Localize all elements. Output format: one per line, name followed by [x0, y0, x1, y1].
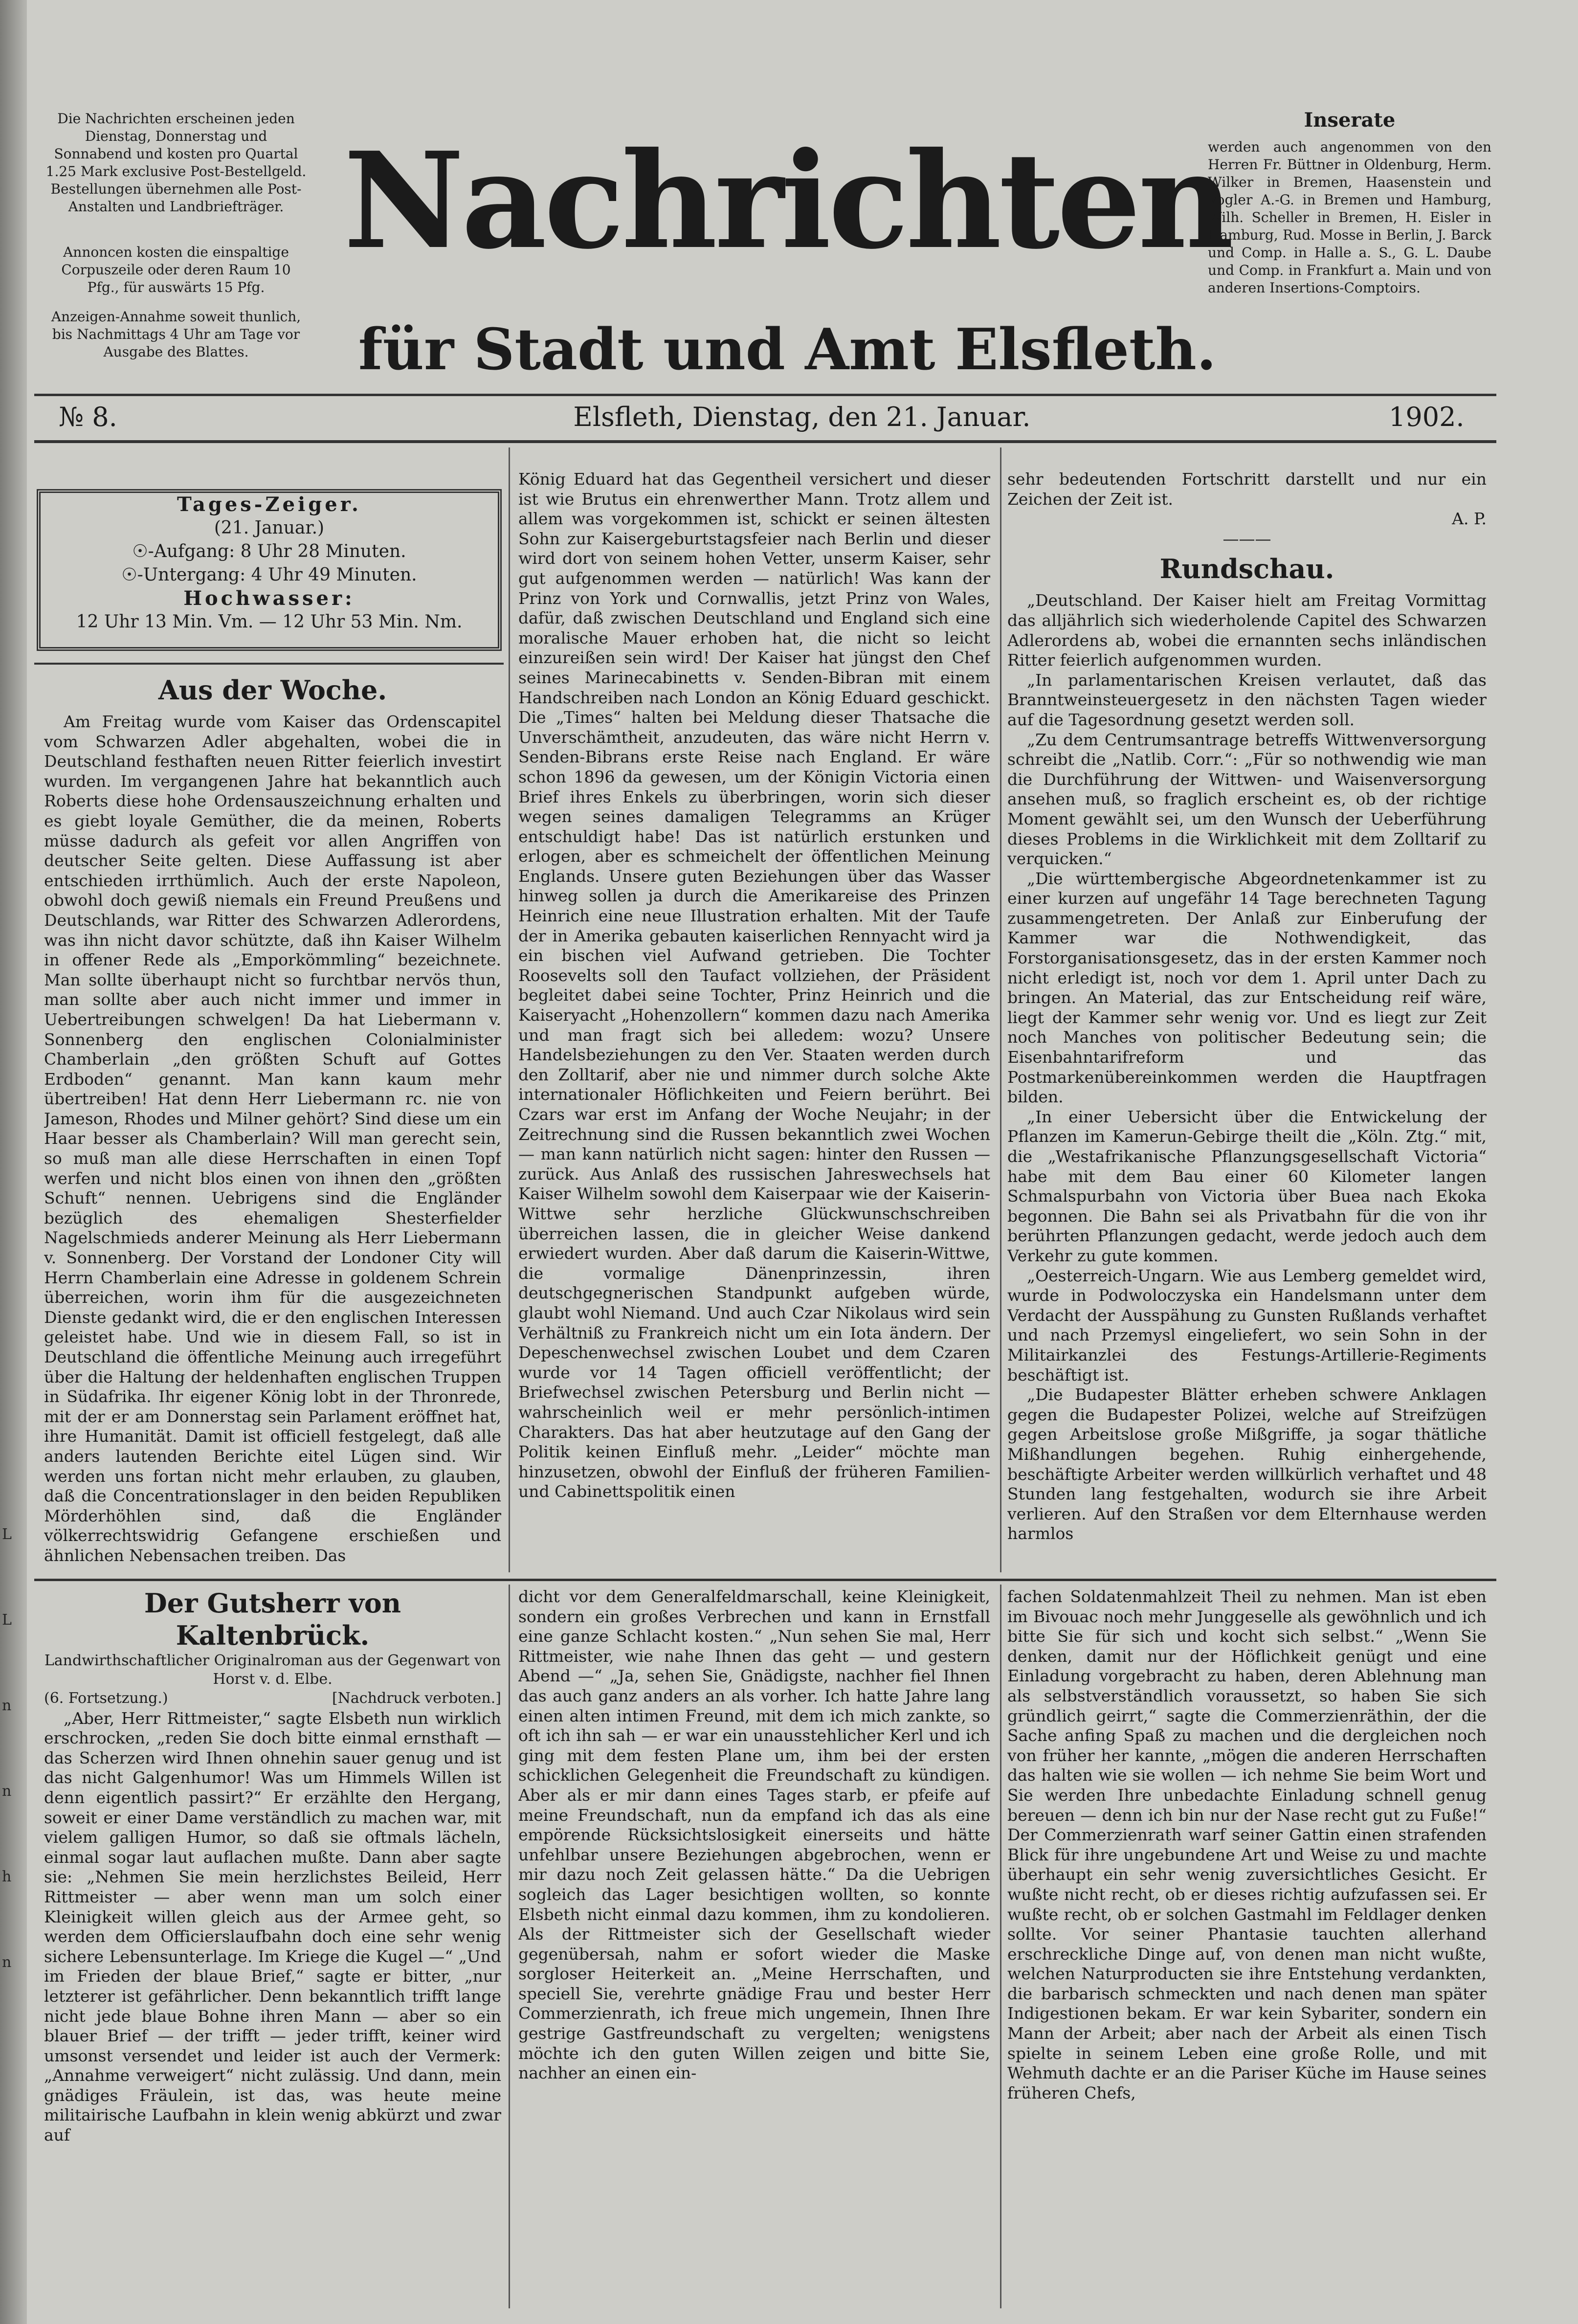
serial-col-1 [44, 1587, 501, 2311]
serial-text-2: dicht vor dem Generalfeldmarschall, keine Kleinigkeit, sondern ein großes Verbrechen und kann in Ernstfall eine ganze Schlacht kosten.“ „Nun sehen Sie mal, Herr Rittmeister, wie nahe Ihnen das geht — und gestern Abend —“ „Ja, sehen Sie, Gnädigste, nachher fiel Ihnen das auch ganz anders an als vorher. Ich hatte Jahre lang einen alten intimen Freund, mit dem ich mich zankte, so oft ich ihn sah — er war ein unausstehlicher Kerl und ich ging mit dem festen Plane um, ihm bei der ersten schicklichen Gelegenheit die Freundschaft zu kündigen. Aber als er mir dann eines Tages starb, er pfeife auf meine Freundschaft, nun da empfand ich das als eine empörende Rücksichtslosigkeit einerseits und hätte unfehlbar unsere Beziehungen abgebrochen, wenn er mir dazu noch Zeit gelassen hätte.“ Da die Uebrigen sogleich das Lager besichtigen wollten, so konnte Elsbeth nicht einmal dazu kommen, ihm zu kondolieren. Als der Rittmeister sich der Gesellschaft wieder gegenübersah, nahm er sofort wieder die Maske sorgloser Heiterkeit an. „Meine Herrschaften, und speciell Sie, verehrte gnädige Frau und bester Herr Commerzienrath, ich freue mich ungemein, Ihnen Ihre gestrige Gastfreundschaft zu vergelten; wenigstens möchte ich den guten Willen zeigen und bitte Sie, nachher an einen ein- [518, 1587, 990, 2083]
col2-text: König Eduard hat das Gegentheil versichert und dieser ist wie Brutus ein ehrenwerther Mann. Trotz allem und allem was vorgekommen ist, schickt er seinen ältesten Sohn zur Kaisergeburtstagsfeier nach Berlin und dieser wird dort von seinem hohen Vetter, unserm Kaiser, sehr gut aufgenommen werden — natürlich! Was kann der Prinz von York und Cornwallis, jetzt Prinz von Wales, dafür, daß zwischen Deutschland und England sich eine moralische Mauer erhoben hat, die nicht so leicht einzureißen sein wird! Der Kaiser hat jüngst den Chef seines Marinecabinetts v. Senden-Bibran mit einem Handschreiben nach London an König Eduard geschickt. Die „Times“ halten bei Meldung dieser Thatsache die Unverschämtheit, anzudeuten, das wäre nicht Herrn v. Senden-Bibrans erste Reise nach England. Er wäre schon 1896 da gewesen, um der Königin Victoria einen Brief ihres Enkels zu überbringen, worin sich dieser wegen seines damaligen Telegramms an Krüger entschuldigt habe! Das ist natürlich erstunken und erlogen, aber es schmeichelt der öffentlichen Meinung Englands. Unsere guten Beziehungen über das Wasser hinweg sollen ja durch die Amerikareise des Prinzen Heinrich eine neue Illustration erhalten. Mit der Taufe der in Amerika gebauten kaiserlichen Rennyacht wird ja ein bischen viel Aufwand getrieben. Die Tochter Roosevelts soll den Taufact vollziehen, der Präsident begleitet dabei seine Tochter, Prinz Heinrich und die Kaiseryacht „Hohenzollern“ kommen dazu nach Amerika und man fragt sich bei alledem: wozu? Unsere Handelsbeziehungen zu den Ver. Staaten werden durch den Zolltarif, aber nie und nimmer durch solche Akte internationaler Höflichkeiten und Feiern berührt. Bei Czars war erst im Anfang der Woche Neujahr; in der Zeitrechnung sind die Russen bekanntlich zwei Wochen — man kann natürlich nicht sagen: hinter den Russen — zurück. Aus Anlaß des russischen Jahreswechsels hat Kaiser Wilhelm sowohl dem Kaiserpaar wie der Kaiserin-Wittwe sehr herzliche Glückwunschschreiben überreichen lassen, die in gleicher Weise dankend erwiedert wurden. Aber daß darum die Kaiserin-Wittwe, die vormalige Dänenprinzessin, ihren deutschgegnerischen Standpunkt aufgeben würde, glaubt wohl Niemand. Und auch Czar Nikolaus wird sein Verhältniß zu Frankreich nicht um ein Iota ändern. Der Depeschenwechsel zwischen Loubet und dem Czaren wurde vor 14 Tagen officiell veröffentlicht; der Briefwechsel zwischen Petersburg und Berlin nicht — wahrscheinlich weil er mehr persönlich-intimen Charakters. Das hat aber heutzutage auf den Gang der Politik keinen Einfluß mehr. „Leider“ möchte man hinzusetzen, obwohl der Einfluß der früheren Familien- und Cabinettspolitik einen [518, 469, 990, 1501]
serial-part: (6. Fortsetzung.) [44, 1690, 168, 1707]
tages-zeiger-date: (21. Januar.) [214, 518, 325, 538]
rundschau-item: „Die Budapester Blätter erheben schwere Anklagen gegen die Budapester Polizei, welche auf Streifzügen gegen Arbeitslose große Mißgriffe, ja sogar thätliche Mißhandlungen begehen. Ruhig einhergehende, beschäftigte Arbeiter werden willkürlich verhaftet und 48 Stunden lang festgehalten, wodurch sie ihre Arbeit verlieren. Auf den Straßen vor dem Elternhause werden harmlos [1007, 1385, 1487, 1543]
ad-price-info [44, 244, 308, 302]
place-date: Elsfleth, Dienstag, den 21. Januar. [573, 402, 1031, 432]
masthead-subtitle: für Stadt und Amt Elsfleth. [358, 316, 1217, 383]
tide-times: 12 Uhr 13 Min. Vm. — 12 Uhr 53 Min. Nm. [76, 612, 463, 632]
inserate-text: werden auch angenommen von den Herren Fr. Büttner in Oldenburg, Herm. Wilker in Bremen, Haasenstein und Vogler A.-G. in Bremen und Hamburg, Wilh. Scheller in Bremen, H. Eisler in Hamburg, Rud. Mosse in Berlin, J. Barck und Comp. in Halle a. S., G. L. Daube und Comp. in Frankfurt a. Main und von anderen Insertions-Comptoirs. [1208, 139, 1491, 296]
serial-subtitle: Landwirthschaftlicher Originalroman aus der Gegenwart von Horst v. d. Elbe. [44, 1652, 501, 1688]
masthead [313, 98, 1262, 308]
rundschau-item: „Deutschland. Der Kaiser hielt am Freitag Vormittag das alljährlich sich wiederholende Capitel des Schwarzen Adlerordens ab, wobei die ernannten sechs inländischen Ritter feierlich aufgenommen wurden. [1007, 591, 1487, 670]
woche-continued [518, 469, 990, 1575]
date-rule [34, 440, 1496, 443]
inserate-box [1208, 109, 1491, 343]
rundschau-item: „Die württembergische Abgeordnetenkammer ist zu einer kurzen auf ungefähr 14 Tage berechneten Tagung zusammengetreten. Der Anlaß zur Einberufung der Kammer war die Nothwendigkeit, das Forstorganisationsgesetz, das in der ersten Kammer noch nicht erledigt ist, noch vor dem 1. April unter Dach zu bringen. An Material, das zur Entscheidung reif wäre, liegt der Kammer sehr wenig vor. Und es liegt zur Zeit noch Manches von politischer Bedeutung sein; die Eisenbahntarifreform und das Postmarkenübereinkommen werden die Hauptfragen bilden. [1007, 869, 1487, 1107]
subscription-info [44, 110, 308, 227]
ad-price-text: Annoncen kosten die einspaltige Corpuszeile oder deren Raum 10 Pfg., für auswärts 15 Pfg. [61, 244, 291, 295]
rundschau-item: „In einer Uebersicht über die Entwickelung der Pflanzen im Kamerun-Gebirge theilt die „Köln. Ztg.“ mit, die „Westafrikanische Pflanzungsgesellschaft Victoria“ habe mit dem Bau einer 60 Kilometer langen Schmalspurbahn von Victoria über Buea nach Ekoka begonnen. Die Bahn sei als Privatbahn für die von ihr berührten Pflanzungen gedacht, werde jedoch auch dem Verkehr zu gute kommen. [1007, 1107, 1487, 1265]
signature: A. P. [1452, 509, 1487, 529]
woche-heading: Aus der Woche. [158, 674, 387, 706]
tages-zeiger-box [37, 489, 502, 651]
rundschau-item: „Zu dem Centrumsantrage betreffs Wittwenversorgung schreibt die „Natlib. Corr.“: „Für so nothwendig wie man die Durchführung der Wittwen- und Waisenversorgung ansehen muß, so fraglich erscheint es, ob der richtige Moment gewählt sei, um den Wunsch der Ueberführung dieses Problems in die Wirklichkeit mit dem Zolltarif zu verquicken.“ [1007, 730, 1487, 869]
column-rule-4 [1000, 1585, 1001, 2308]
inserate-title: Inserate [1304, 109, 1396, 132]
masthead-title: Nachrichten [343, 123, 1231, 278]
ad-deadline-text: Anzeigen-Annahme soweit thunlich, bis Nachmittags 4 Uhr am Tage vor Ausgabe des Blattes. [51, 309, 301, 360]
tages-zeiger-title: Tages-Zeiger. [177, 493, 361, 516]
woche-text: Am Freitag wurde vom Kaiser das Ordenscapitel vom Schwarzen Adler abgehalten, wobei die in Deutschland festhaften neuen Ritter feierlich investirt wurden. Im vergangenen Jahre hat bekanntlich auch Roberts diese hohe Ordensauszeichnung erhalten und es giebt loyale Gemüther, die da meinen, Roberts müsse dadurch als gefeit vor allen Angriffen von deutscher Seite gelten. Diese Auffassung ist aber entschieden irrthümlich. Auch der erste Napoleon, obwohl doch gewiß niemals ein Freund Preußens und Deutschlands, war Ritter des Schwarzen Adlerordens, was ihn nicht davor schützte, daß ihn Kaiser Wilhelm in offener Rede als „Emporkömmling“ bezeichnete. Man sollte überhaupt nicht so furchtbar nervös thun, man sollte aber auch nicht immer und immer in Uebertreibungen schwelgen! Da hat Liebermann v. Sonnenberg den englischen Colonialminister Chamberlain „den größten Schuft auf Gottes Erdboden“ genannt. Man kann kaum mehr übertreiben! Hat denn Herr Liebermann rc. nie von Jameson, Rhodes und Milner gehört? Sind diese um ein Haar besser als Chamberlain? Will man gerecht sein, so muß man alle diese Herrschaften in einen Topf werfen und nicht blos einen von ihnen den „größten Schuft“ nennen. Uebrigens sind die Engländer bezüglich des ehemaligen Shesterfielder Nagelschmieds anderer Meinung als Herr Liebermann v. Sonnenberg. Der Vorstand der Londoner City will Herrn Chamberlain eine Adresse in goldenem Schrein überreichen, worin ihm für die ausgezeichneten Dienste gedankt wird, die er den englischen Interessen geleistet habe. Und wie in diesem Fall, so ist in Deutschland die öffentliche Meinung auch irregeführt über die Haltung der heldenhaften englischen Truppen in Südafrika. Ihr eigener König lobt in der Thronrede, mit der er am Donnerstag sein Parlament eröffnet hat, ihre Humanität. Damit ist officiell festgelegt, daß alle anders lautenden Berichte eitel Lügen sind. Wir werden uns fortan nicht mehr erlauben, zu glauben, daß die Concentrationslager in den beiden Republiken Mörderhöhlen sind, daß die Engländer völkerrechtswidrig Gefangene erschießen und ähnlichen Nebensachen treiben. Das [44, 712, 501, 1565]
rundschau-item: „Oesterreich-Ungarn. Wie aus Lemberg gemeldet wird, wurde in Podwoloczyska ein Handelsmann unter dem Verdacht der Ausspähung zu Gunsten Rußlands verhaftet und nach Przemysl eingeliefert, wo sein Sohn in der Militairkanzlei des Festungs-Artillerie-Regiments beschäftigt ist. [1007, 1266, 1487, 1385]
woche-article [44, 670, 501, 1575]
column-rule-1 [509, 447, 510, 1572]
sunrise: ☉-Aufgang: 8 Uhr 28 Minuten. [132, 541, 406, 561]
rundschau-heading: Rundschau. [1159, 553, 1334, 585]
serial-text-3: fachen Soldatenmahlzeit Theil zu nehmen. Man ist eben im Bivouac noch mehr Junggeselle als gewöhnlich und ich bitte Sie für sich und kocht sich selbst.“ „Wenn Sie denken, damit nur der Höflichkeit genügt und eine Einladung vorgebracht zu haben, deren Ablehnung man als selbstverständlich voraussetzt, so haben Sie sich gründlich geirrt,“ sagte die Commerzienräthin, der die Sache anfing Spaß zu machen und die dergleichen noch von früher her kannte, „mögen die anderen Herrschaften das halten wie sie wollen — ich nehme Sie beim Wort und Sie werden Ihre unbedachte Einladung schnell genug bereuen — denn ich bin nur der Nase recht gut zu Fuße!“ Der Commerzienrath warf seiner Gattin einen strafenden Blick für ihre ungebundene Art und Weise zu und machte überhaupt ein sehr wenig zuversichtliches Gesicht. Er wußte nicht recht, ob er dieses richtig aufzufassen sei. Er wußte recht, ob er solchen Gastmahl im Feldlager denken sollte. Vor seiner Phantasie tauchten allerhand erschreckliche Dinge auf, von denen man nicht wußte, welchen Naturproducten sie ihre Entstehung verdankten, die barbarisch schmeckten und nach denen man später Indigestionen bekam. Er war kein Sybariter, sondern ein Mann der Arbeit; aber nach der Arbeit als einen Tisch spielte in seinem Leben eine große Rolle, und mit Wehmuth dachte er an die Pariser Küche im Hause seines früheren Chefs, [1007, 1587, 1487, 2102]
feuilleton-rule [34, 1579, 1496, 1581]
issue-year: 1902. [1389, 402, 1465, 432]
rundschau-column [1007, 469, 1487, 1575]
column-rule-2 [1000, 447, 1001, 1572]
rundschau-item: „In parlamentarischen Kreisen verlautet, daß das Branntweinsteuergesetz in den nächsten Tagen wieder auf die Tagesordnung gesetzt werden soll. [1007, 670, 1487, 729]
serial-col-2 [518, 1587, 990, 2311]
serial-text-1: „Aber, Herr Rittmeister,“ sagte Elsbeth nun wirklich erschrocken, „reden Sie doch bitte einmal ernsthaft — das Scherzen wird Ihnen ohnehin sauer genug und ist das nicht Galgenhumor! Was um Himmels Willen ist denn eigentlich passirt?“ Er erzählte den Hergang, soweit er einer Dame verständlich zu machen war, mit vielem galligen Humor, so daß sie oftmals lächeln, einmal sogar laut auflachen mußte. Dann aber sagte sie: „Nehmen Sie mein herzlichstes Beileid, Herr Rittmeister — aber wenn man um solch einer Kleinigkeit willen gleich aus der Armee geht, so werden dem Officierslaufbahn doch eine sehr wenig sichere Lebensunterlage. Im Kriege die Kugel —“ „Und im Frieden der blaue Brief,“ sagte er bitter, „nur letzterer ist gefährlicher. Denn bekanntlich trifft lange nicht jede blaue Bohne ihren Mann — aber so ein blauer Brief — der trifft — jeder trifft, keiner wird umsonst versendet und leider ist auch der Vermerk: „Annahme verweigert“ nicht zulässig. Und dann, mein gnädiges Fräulein, ist das, was heute meine militairische Laufbahn in klein wenig abkürzt und zwar auf [44, 1708, 501, 2145]
serial-title: Der Gutsherr von Kaltenbrück. [144, 1587, 401, 1651]
tz-rule [34, 663, 504, 665]
issue-number: № 8. [59, 402, 117, 432]
ad-deadline-info [44, 308, 308, 364]
subscription-text: Die Nachrichten erscheinen jeden Dienstag, Donnerstag und Sonnabend und kosten pro Quartal 1.25 Mark exclusive Post-Bestellgeld. Bestellungen übernehmen alle Post-Anstalten und Landbriefträger. [45, 111, 307, 215]
rundschau-intro: sehr bedeutenden Fortschritt darstellt und nur ein Zeichen der Zeit ist. [1007, 469, 1487, 509]
binding-tabs: L L n n h n [2, 1526, 12, 1971]
top-rule [34, 394, 1496, 396]
column-rule-3 [509, 1585, 510, 2308]
serial-notice: [Nachdruck verboten.] [332, 1690, 501, 1707]
sunset: ☉-Untergang: 4 Uhr 49 Minuten. [121, 565, 417, 585]
tide-title: Hochwasser: [183, 587, 355, 610]
serial-col-3 [1007, 1587, 1487, 2311]
separator: ——— [1222, 529, 1271, 548]
